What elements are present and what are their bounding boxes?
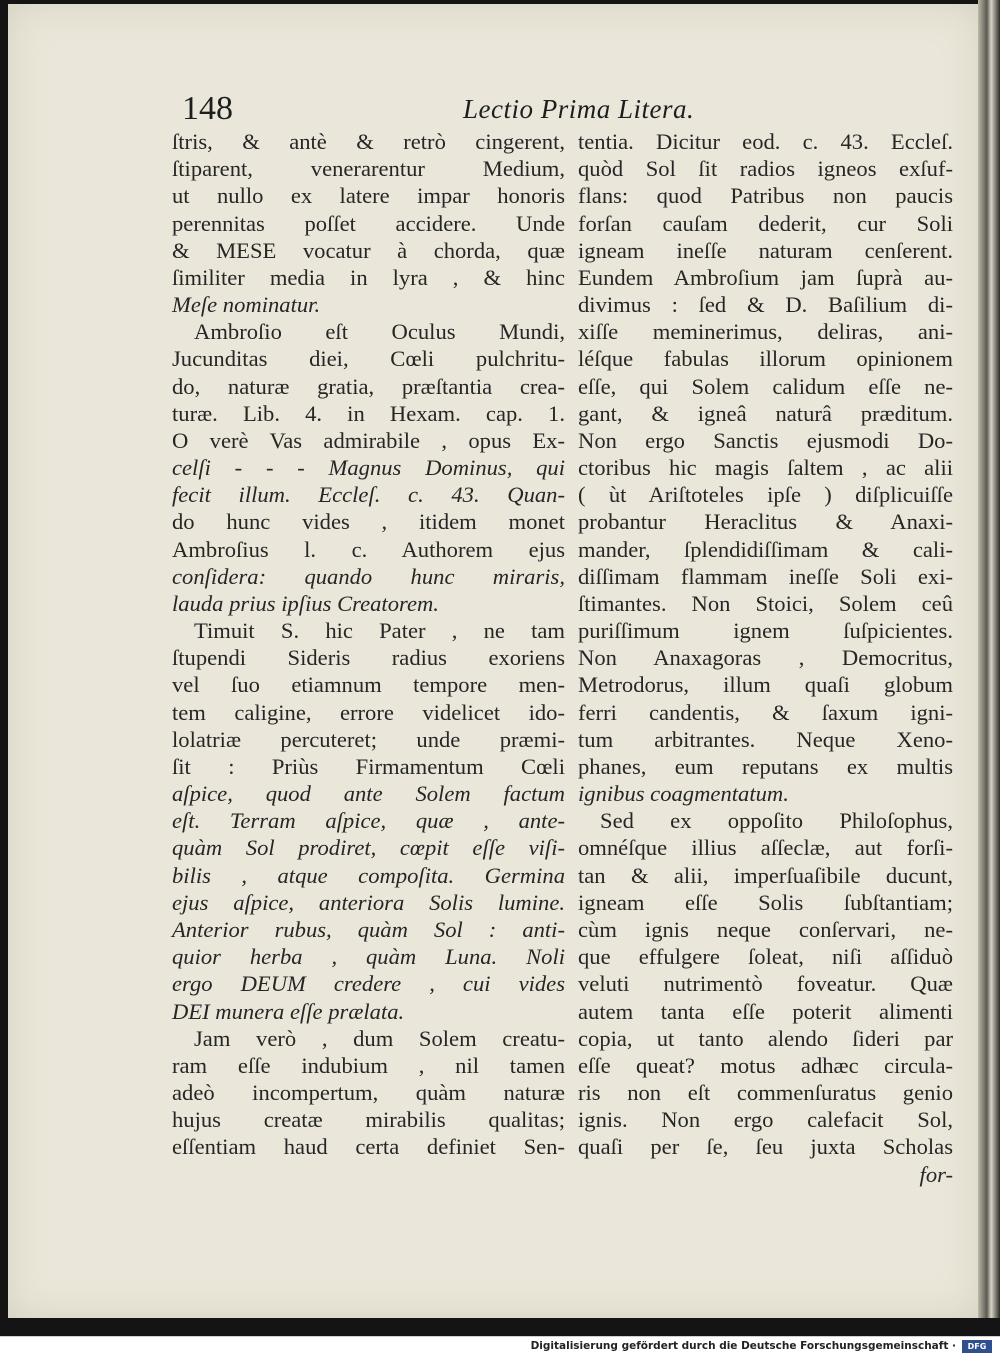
text-line: ( ùt Ariſtoteles ipſe ) diſplicuiſſe xyxy=(578,482,953,508)
text-line: Ambroſio eſt Oculus Mundi, xyxy=(194,319,565,345)
text-line: ignibus coagmentatum. xyxy=(578,781,789,807)
text-line: conſidera: quando hunc miraris, xyxy=(172,563,565,589)
text-line: ctoribus hic magis ſaltem , ac alii xyxy=(578,455,953,481)
text-line: tan & alii, imperſuaſibile ducunt, xyxy=(578,862,953,888)
running-title: Lectio Prima Litera. xyxy=(463,94,695,124)
text-line: Anterior rubus, quàm Sol : anti- xyxy=(172,916,565,942)
text-line: Eundem Ambroſium jam ſuprà au- xyxy=(578,264,953,290)
left-column xyxy=(172,128,565,1161)
page-number: 148 xyxy=(182,90,233,127)
text-line: mander, ſplendidiſſimam & cali- xyxy=(578,536,953,562)
page-header xyxy=(8,90,980,130)
text-line: vel ſuo etiamnum tempore men- xyxy=(172,672,565,698)
text-line: adeò incompertum, quàm naturæ xyxy=(172,1080,565,1106)
text-line: tentia. Dicitur eod. c. 43. Eccleſ. xyxy=(578,129,953,154)
text-line: turæ. Lib. 4. in Hexam. cap. 1. xyxy=(172,400,565,426)
text-line: Sed ex oppoſito Philoſophus, xyxy=(600,808,953,834)
text-line: flans: quod Patribus non paucis xyxy=(578,183,953,209)
digitization-footer xyxy=(0,1336,1000,1357)
text-line: tem caligine, errore videlicet ido- xyxy=(172,699,565,725)
text-line: Ambroſius l. c. Authorem ejus xyxy=(172,536,565,562)
text-line: eſſentiam haud certa definiet Sen- xyxy=(172,1134,565,1160)
text-line: DEI munera eſſe prælata. xyxy=(172,998,405,1024)
text-line: quàm Sol prodiret, cœpit eſſe viſi- xyxy=(172,835,565,861)
text-line: do hunc vides , itidem monet xyxy=(172,509,565,535)
text-line: Jucunditas diei, Cœli pulchritu- xyxy=(172,346,565,372)
text-line: omnéſque illius aſſeclæ, aut forſi- xyxy=(578,835,953,861)
text-line: diſſimam flammam ineſſe Soli exi- xyxy=(578,563,953,589)
text-line: celſi - - - Magnus Dominus, qui xyxy=(172,455,565,481)
text-line: do, naturæ gratia, præſtantia crea- xyxy=(172,373,565,399)
text-line: ſtupendi Sideris radius exoriens xyxy=(172,645,565,671)
text-line: Jam verò , dum Solem creatu- xyxy=(194,1025,565,1051)
text-line: divimus : ſed & D. Baſilium di- xyxy=(578,292,953,318)
text-line: Non Anaxagoras , Democritus, xyxy=(578,645,953,671)
text-line: fecit illum. Eccleſ. c. 43. Quan- xyxy=(172,482,565,508)
text-line: perennitas poſſet accidere. Unde xyxy=(172,210,565,236)
text-line: forſan cauſam dederit, cur Soli xyxy=(578,210,953,236)
text-line: aſpice, quod ante Solem factum xyxy=(172,781,565,807)
text-line: tum arbitrantes. Neque Xeno- xyxy=(578,726,953,752)
text-line: igneam eſſe Solis ſubſtantiam; xyxy=(578,889,953,915)
text-line: ſtris, & antè & retrò cingerent, xyxy=(172,129,565,154)
text-line: quaſi per ſe, ſeu juxta Scholas xyxy=(578,1134,953,1160)
text-line: ſit : Priùs Firmamentum Cœli xyxy=(172,753,565,779)
text-line: ris non eſt commenſuratus genio xyxy=(578,1080,953,1106)
text-line: hujus creatæ mirabilis qualitas; xyxy=(172,1107,565,1133)
catchword: for- xyxy=(919,1161,953,1187)
text-line: ſtiparent, venerarentur Medium, xyxy=(172,156,565,182)
text-line: quòd Sol ſit radios igneos exſuf- xyxy=(578,156,953,182)
text-line: Non ergo Sanctis ejusmodi Do- xyxy=(578,427,953,453)
text-line: Meſe nominatur. xyxy=(172,292,321,318)
text-line: phanes, eum reputans ex multis xyxy=(578,753,953,779)
text-line: ſimiliter media in lyra , & hinc xyxy=(172,264,565,290)
text-line: autem tanta eſſe poterit alimenti xyxy=(578,998,953,1024)
text-line: Metrodorus, illum quaſi globum xyxy=(578,672,953,698)
text-line: lolatriæ percuteret; unde præmi- xyxy=(172,726,565,752)
text-line: gant, & igneâ naturâ præditum. xyxy=(578,400,953,426)
text-line: ferri candentis, & ſaxum igni- xyxy=(578,699,953,725)
text-line: cùm ignis neque conſervari, ne- xyxy=(578,916,953,942)
book-edge xyxy=(978,0,1000,1318)
right-column xyxy=(578,128,953,1188)
text-line: lauda prius ipſius Creatorem. xyxy=(172,590,439,616)
funding-notice: Digitalisierung gefördert durch die Deutsche Forschungsgemeinschaft · xyxy=(530,1340,956,1352)
text-line: que effulgere ſoleat, niſi aſſiduò xyxy=(578,944,953,970)
dfg-logo-icon: DFG xyxy=(962,1340,992,1353)
text-line: eſt. Terram aſpice, quæ , ante- xyxy=(172,808,565,834)
text-line: Timuit S. hic Pater , ne tam xyxy=(194,618,565,644)
text-line: & MESE vocatur à chorda, quæ xyxy=(172,237,565,263)
text-line: ſtimantes. Non Stoici, Solem ceû xyxy=(578,590,953,616)
text-line: xiſſe meminerimus, deliras, ani- xyxy=(578,319,953,345)
text-line: probantur Heraclitus & Anaxi- xyxy=(578,509,953,535)
text-line: ergo DEUM credere , cui vides xyxy=(172,971,565,997)
text-line: bilis , atque compoſita. Germina xyxy=(172,862,565,888)
text-line: puriſſimum ignem ſuſpicientes. xyxy=(578,618,953,644)
text-line: eſſe queat? motus adhæc circula- xyxy=(578,1052,953,1078)
text-line: ram eſſe indubium , nil tamen xyxy=(172,1052,565,1078)
text-line: ut nullo ex latere impar honoris xyxy=(172,183,565,209)
text-line: veluti nutrimentò foveatur. Quæ xyxy=(578,971,953,997)
text-line: léſque fabulas illorum opinionem xyxy=(578,346,953,372)
text-line: ignis. Non ergo calefacit Sol, xyxy=(578,1107,953,1133)
text-line: quior herba , quàm Luna. Noli xyxy=(172,944,565,970)
text-line: eſſe, qui Solem calidum eſſe ne- xyxy=(578,373,953,399)
text-line: igneam ineſſe naturam cenſerent. xyxy=(578,237,953,263)
text-line: ejus aſpice, anteriora Solis lumine. xyxy=(172,889,565,915)
text-line: copia, ut tanto alendo ſideri par xyxy=(578,1025,953,1051)
text-line: O verè Vas admirabile , opus Ex- xyxy=(172,427,565,453)
